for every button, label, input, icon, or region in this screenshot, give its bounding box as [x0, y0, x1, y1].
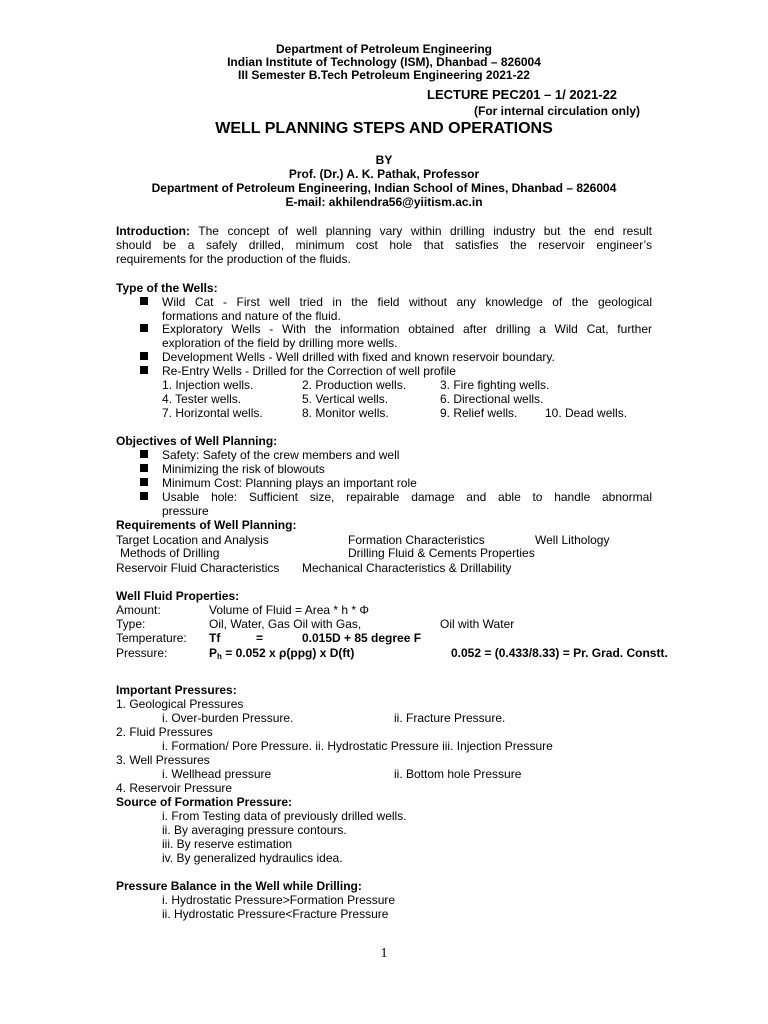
document-title: WELL PLANNING STEPS AND OPERATIONS — [215, 120, 553, 137]
requirement-item: Mechanical Characteristics & Drillability — [302, 561, 512, 575]
well-type: 2. Production wells. — [302, 378, 407, 392]
intro-line-3: requirements for the production of the fluids. — [116, 252, 351, 266]
lecture-number: LECTURE PEC201 – 1/ 2021-22 — [427, 87, 618, 102]
wells-heading: Type of the Wells: — [116, 281, 218, 295]
bullet-icon — [140, 492, 148, 500]
bullet-icon — [140, 297, 148, 305]
well-type: 7. Horizontal wells. — [162, 406, 263, 420]
circulation-note: (For internal circulation only) — [474, 104, 641, 118]
author-email: E-mail: akhilendra56@yiitism.ac.in — [285, 195, 483, 209]
temperature-equals: = — [256, 631, 264, 645]
pressures-heading: Important Pressures: — [116, 683, 237, 697]
type-value-2: Oil with Water — [440, 617, 515, 631]
wells-item-1-line-2: formations and nature of the fluid. — [162, 309, 341, 323]
bullet-icon — [140, 464, 148, 472]
pressure-sub-item: ii. Bottom hole Pressure — [394, 767, 522, 781]
intro-line-2: should be a safely drilled, minimum cost hole that satisfies the reservoir engineer’s — [116, 238, 652, 252]
objective-item: Minimum Cost: Planning plays an important role — [162, 476, 417, 490]
wells-item-1-line-1: Wild Cat - First well tried in the field without any knowledge of the geological — [162, 295, 652, 309]
intro-label: Introduction: — [116, 224, 190, 238]
pressure-sub-item: i. Formation/ Pore Pressure. ii. Hydrostatic Pressure iii. Injection Pressure — [162, 739, 553, 753]
semester-line: III Semester B.Tech Petroleum Engineering 2021-22 — [238, 68, 530, 82]
author-name: Prof. (Dr.) A. K. Pathak, Professor — [288, 167, 480, 181]
pressure-sub-item: i. Wellhead pressure — [162, 767, 272, 781]
well-type: 3. Fire fighting wells. — [440, 378, 550, 392]
balance-item: ii. Hydrostatic Pressure<Fracture Pressure — [162, 907, 389, 921]
temperature-variable: Tf — [209, 631, 221, 645]
bullet-icon — [140, 324, 148, 332]
wells-item-4: Re-Entry Wells - Drilled for the Correction of well profile — [162, 364, 456, 378]
bullet-icon — [140, 352, 148, 360]
source-item: iv. By generalized hydraulics idea. — [162, 851, 343, 865]
pressure-sub-item: ii. Fracture Pressure. — [394, 711, 506, 725]
wells-item-3: Development Wells - Well drilled with fixed and known reservoir boundary. — [162, 350, 555, 364]
pressure-label: Pressure: — [116, 646, 168, 660]
amount-value: Volume of Fluid = Area * h * Φ — [209, 603, 369, 617]
well-type: 9. Relief wells. — [440, 406, 518, 420]
reservoir-pressure: 4. Reservoir Pressure — [116, 781, 233, 795]
requirements-heading: Requirements of Well Planning: — [116, 518, 297, 532]
objective-item: Safety: Safety of the crew members and well — [162, 448, 400, 462]
pressure-gradient-constant: 0.052 = (0.433/8.33) = Pr. Grad. Constt. — [451, 646, 668, 660]
objectives-heading: Objectives of Well Planning: — [116, 434, 278, 448]
requirement-item: Target Location and Analysis — [116, 533, 269, 547]
page-number: 1 — [380, 946, 388, 961]
bullet-icon — [140, 450, 148, 458]
source-item: i. From Testing data of previously drilled wells. — [162, 809, 407, 823]
bullet-icon — [140, 478, 148, 486]
pressure-sub-item: i. Over-burden Pressure. — [162, 711, 294, 725]
institute-line: Indian Institute of Technology (ISM), Dhanbad – 826004 — [227, 55, 541, 69]
bullet-icon — [140, 366, 148, 374]
well-type: 6. Directional wells. — [440, 392, 544, 406]
source-item: iii. By reserve estimation — [162, 837, 293, 851]
source-heading: Source of Formation Pressure: — [116, 795, 293, 809]
well-pressures: 3. Well Pressures — [116, 753, 210, 767]
well-type: 8. Monitor wells. — [302, 406, 389, 420]
temperature-formula: 0.015D + 85 degree F — [302, 631, 422, 645]
source-item: ii. By averaging pressure contours. — [162, 823, 347, 837]
geological-pressures: 1. Geological Pressures — [116, 697, 244, 711]
balance-heading: Pressure Balance in the Well while Drilling: — [116, 879, 362, 893]
author-department: Department of Petroleum Engineering, Indian School of Mines, Dhanbad – 826004 — [151, 181, 617, 195]
fluid-heading: Well Fluid Properties: — [116, 589, 240, 603]
well-type: 10. Dead wells. — [545, 406, 628, 420]
requirement-item: Reservoir Fluid Characteristics — [116, 561, 280, 575]
fluid-pressures: 2. Fluid Pressures — [116, 725, 213, 739]
well-type: 1. Injection wells. — [162, 378, 254, 392]
balance-item: i. Hydrostatic Pressure>Formation Pressure — [162, 893, 396, 907]
by-line: BY — [375, 153, 393, 167]
department-line: Department of Petroleum Engineering — [275, 42, 493, 56]
type-label: Type: — [116, 617, 146, 631]
type-value: Oil, Water, Gas Oil with Gas, — [209, 617, 362, 631]
objective-item: Minimizing the risk of blowouts — [162, 462, 325, 476]
temperature-label: Temperature: — [116, 631, 187, 645]
intro-line-1: Introduction: The concept of well planning vary within drilling industry but the end result — [116, 224, 653, 238]
wells-item-2-line-1: Exploratory Wells - With the information obtained after drilling a Wild Cat, further — [162, 322, 652, 336]
well-type: 4. Tester wells. — [162, 392, 242, 406]
objective-item-4-line-1: Usable hole: Sufficient size, repairable damage and able to handle abnormal — [162, 490, 652, 504]
objective-item-4-line-2: pressure — [162, 504, 209, 518]
amount-label: Amount: — [116, 603, 161, 617]
pressure-formula: $P_h = 0.052$ x ρ(ppg) x D(ft) — [209, 646, 355, 661]
well-type: 5. Vertical wells. — [302, 392, 389, 406]
wells-item-2-line-2: exploration of the field by drilling more wells. — [162, 336, 398, 350]
requirement-item: Formation Characteristics — [348, 533, 485, 547]
requirement-item: Drilling Fluid & Cements Properties — [348, 546, 535, 560]
requirement-item: Methods of Drilling — [120, 546, 220, 560]
requirement-item: Well Lithology — [535, 533, 610, 547]
